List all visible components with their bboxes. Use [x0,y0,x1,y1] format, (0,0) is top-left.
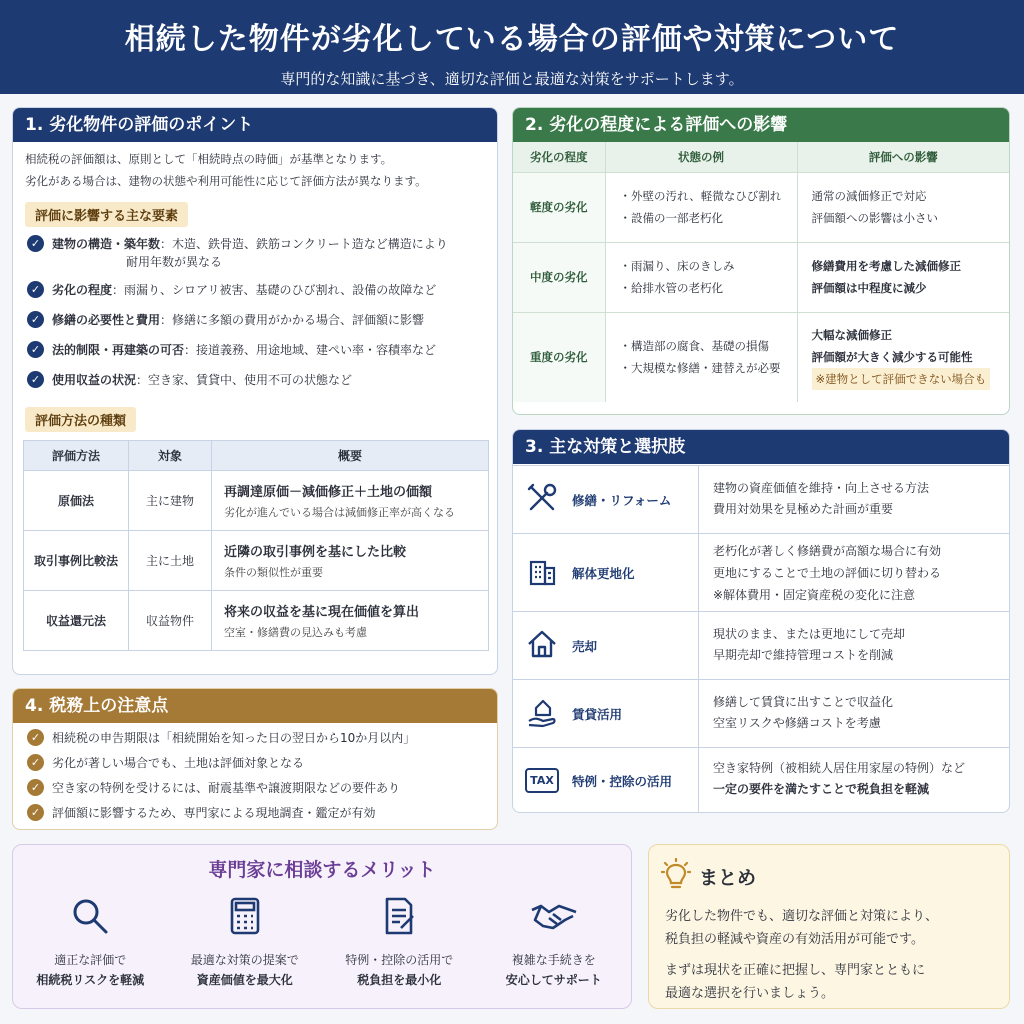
tax-note-item [27,779,487,804]
example-line: ・大規模な修繕・建替えが必要 [619,361,781,376]
summary-sub: 劣化が進んでいる場合は減価修正率が高くなる [224,506,455,519]
handshake-icon [479,894,629,942]
option-desc: 修繕して賃貸に出すことで収益化 [713,695,894,709]
check-icon: ✓ [27,729,44,746]
summary-main: 再調達原価－減価修正＋土地の価額 [224,485,433,500]
method-cell: 原価法 [24,471,129,531]
check-icon: ✓ [27,235,44,252]
intro-line: 相続税の評価額は、原則として「相続時点の時価」が基準となります。 [25,152,393,166]
column-header: 対象 [129,441,212,471]
impact-line: 通常の減価修正で対応 [811,189,927,203]
table-row [24,591,489,651]
tax-note-text: 相続税の申告期限は「相続開始を知った日の翌日から10か月以内」 [52,731,416,745]
house-icon [512,627,572,665]
factor-text: ：接道義務、用途地域、建ぺい率・容積率など [184,343,437,357]
option-desc: 空室リスクや修繕コストを考慮 [713,716,881,730]
tax-note-text: 評価額に影響するため、専門家による現地調査・鑑定が有効 [52,806,376,820]
check-icon: ✓ [27,804,44,821]
summary-sub: 条件の類似性が重要 [224,566,323,579]
factor-head: 修繕の必要性と費用 [52,313,161,327]
example-line: ・外壁の汚れ、軽微なひび割れ [619,189,782,203]
column-header: 劣化の程度 [513,142,605,172]
factor-text: ：雨漏り、シロアリ被害、基礎のひび割れ、設備の故障など [112,283,437,297]
tax-icon-label: TAX [525,768,559,793]
tax-note-item [27,804,487,829]
option-row [512,679,1010,747]
example-line: ・設備の一部老朽化 [619,211,723,225]
page-subtitle: 専門的な知識に基づき、適切な評価と最適な対策をサポートします。 [280,70,744,88]
merit-line: 相続税リスクを軽減 [36,973,145,987]
summary-line: まずは現状を正確に把握し、専門家とともに [665,963,926,978]
factor-head: 建物の構造・築年数 [52,237,161,251]
example-line: ・給排水管の老朽化 [619,281,723,295]
impact-table [513,142,1009,402]
table-row [513,172,1009,242]
table-row [24,531,489,591]
factors-tag: 評価に影響する主な要素 [25,202,188,227]
table-row [513,312,1009,402]
option-desc: 更地にすることで土地の評価に切り替わる [713,566,942,580]
merit-item [15,894,165,990]
factor-item [27,311,485,341]
summary-main: 将来の収益を基に現在価値を算出 [224,605,420,620]
column-header: 概要 [212,441,489,471]
factor-head: 法的制限・再建築の可否 [52,343,185,357]
factor-text: ：修繕に多額の費用がかかる場合、評価額に影響 [160,313,425,327]
page-title: 相続した物件が劣化している場合の評価や対策について [124,22,900,57]
tax-note-list [13,723,497,829]
check-icon: ✓ [27,779,44,796]
section-title: 1. 劣化物件の評価のポイント [13,108,497,142]
option-desc: 老朽化が著しく修繕費が高額な場合に有効 [713,544,942,558]
summary-panel [648,844,1010,1009]
impact-line: 評価額が大きく減少する可能性 [811,350,973,365]
option-desc: 早期売却で維持管理コストを削減 [713,648,894,662]
impact-line: 修繕費用を考慮した減価修正 [811,259,961,273]
option-label: 売却 [572,638,598,654]
summary-main: 近隣の取引事例を基にした比較 [224,545,407,560]
column-header: 評価方法 [24,441,129,471]
factor-item [27,281,485,311]
example-line: ・雨漏り、床のきしみ [619,259,735,273]
method-cell: 取引事例比較法 [24,531,129,591]
level-cell: 軽度の劣化 [513,172,605,242]
summary-line: 最適な選択を行いましょう。 [665,986,835,1001]
factor-head: 使用収益の状況 [52,373,137,387]
impact-line: 評価額は中程度に減少 [811,281,927,295]
section-title: 2. 劣化の程度による評価への影響 [513,108,1009,142]
section-evaluation-points [12,107,498,675]
check-icon: ✓ [27,371,44,388]
tax-icon [512,768,572,793]
merit-item [170,894,320,990]
option-label: 修繕・リフォーム [572,492,672,508]
impact-note: ※建物として評価できない場合も [812,368,991,390]
check-icon: ✓ [27,754,44,771]
methods-table [23,440,489,651]
merit-line: 複雑な手続きを [511,953,596,967]
calculator-icon [170,894,320,942]
page-header [0,0,1024,94]
factor-text: ：木造、鉄骨造、鉄筋コンクリート造など構造により [160,237,448,251]
option-desc: 現状のまま、または更地にして売却 [713,627,906,641]
intro-line: 劣化がある場合は、建物の状態や利用可能性に応じて評価方法が異なります。 [25,174,427,188]
check-icon: ✓ [27,341,44,358]
hand-house-icon [512,695,572,733]
option-desc: 空き家特例（被相続人居住用家屋の特例）など [713,761,966,775]
section-deterioration-impact [512,107,1010,415]
factor-head: 劣化の程度 [52,283,113,297]
factor-text: ：空き家、賃貸中、使用不可の状態など [136,373,353,387]
level-cell: 中度の劣化 [513,242,605,312]
option-label: 特例・控除の活用 [572,773,673,789]
merit-title: 専門家に相談するメリット [208,859,436,881]
table-row [24,471,489,531]
factor-text: 耐用年数が異なる [126,255,223,269]
summary-line: 劣化した物件でも、適切な評価と対策により、 [665,909,939,924]
tax-note-item [27,729,487,754]
option-row [512,611,1010,679]
summary-title: まとめ [699,866,757,889]
building-icon [512,554,572,592]
merit-item [479,894,629,990]
option-desc: 一定の要件を満たすことで税負担を軽減 [713,782,930,796]
section-title: 3. 主な対策と選択肢 [513,430,1009,464]
summary-line: 税負担の軽減や資産の有効活用が可能です。 [665,932,924,947]
check-icon: ✓ [27,281,44,298]
target-cell: 収益物件 [129,591,212,651]
column-header: 状態の例 [605,142,797,172]
tax-note-item [27,754,487,779]
option-desc: 費用対効果を見極めた計画が重要 [713,502,894,516]
merit-line: 適正な評価で [54,953,127,967]
column-header: 評価への影響 [797,142,1009,172]
intro-text [13,142,497,192]
tax-note-text: 空き家の特例を受けるには、耐震基準や譲渡期限などの要件あり [52,781,401,795]
section-tax-notes [12,688,498,830]
summary-sub: 空室・修繕費の見込みも考慮 [224,626,367,639]
tools-icon [512,481,572,519]
level-cell: 重度の劣化 [513,312,605,402]
merit-line: 最適な対策の提案で [190,953,299,967]
option-row [512,747,1010,813]
factor-item [27,371,485,401]
methods-tag: 評価方法の種類 [25,407,136,432]
table-header-row [513,142,1009,172]
factor-list [13,227,497,401]
impact-line: 大幅な減価修正 [811,328,892,343]
merit-item [324,894,474,990]
merit-line: 資産価値を最大化 [196,973,293,987]
option-label: 賃貸活用 [572,706,623,722]
table-row [513,242,1009,312]
target-cell: 主に建物 [129,471,212,531]
magnifier-icon [15,894,165,942]
option-row [512,533,1010,611]
target-cell: 主に土地 [129,531,212,591]
merit-line: 安心してサポート [505,973,602,987]
impact-line: 評価額への影響は小さい [811,211,938,225]
document-icon [324,894,474,942]
section-title: 4. 税務上の注意点 [13,689,497,723]
option-row [512,465,1010,533]
method-cell: 収益還元法 [24,591,129,651]
factor-item [27,235,485,281]
tax-note-text: 劣化が著しい場合でも、土地は評価対象となる [52,756,305,770]
merit-line: 特例・控除の活用で [345,953,454,967]
merit-line: 税負担を最小化 [357,973,442,987]
table-header-row [24,441,489,471]
lightbulb-icon [661,857,691,895]
example-line: ・構造部の腐食、基礎の損傷 [619,339,769,354]
check-icon: ✓ [27,311,44,328]
expert-merit-panel [12,844,632,1009]
option-desc: 建物の資産価値を維持・向上させる方法 [713,481,930,495]
option-label: 解体更地化 [572,565,635,581]
option-desc: ※解体費用・固定資産税の変化に注意 [713,588,916,602]
factor-item [27,341,485,371]
